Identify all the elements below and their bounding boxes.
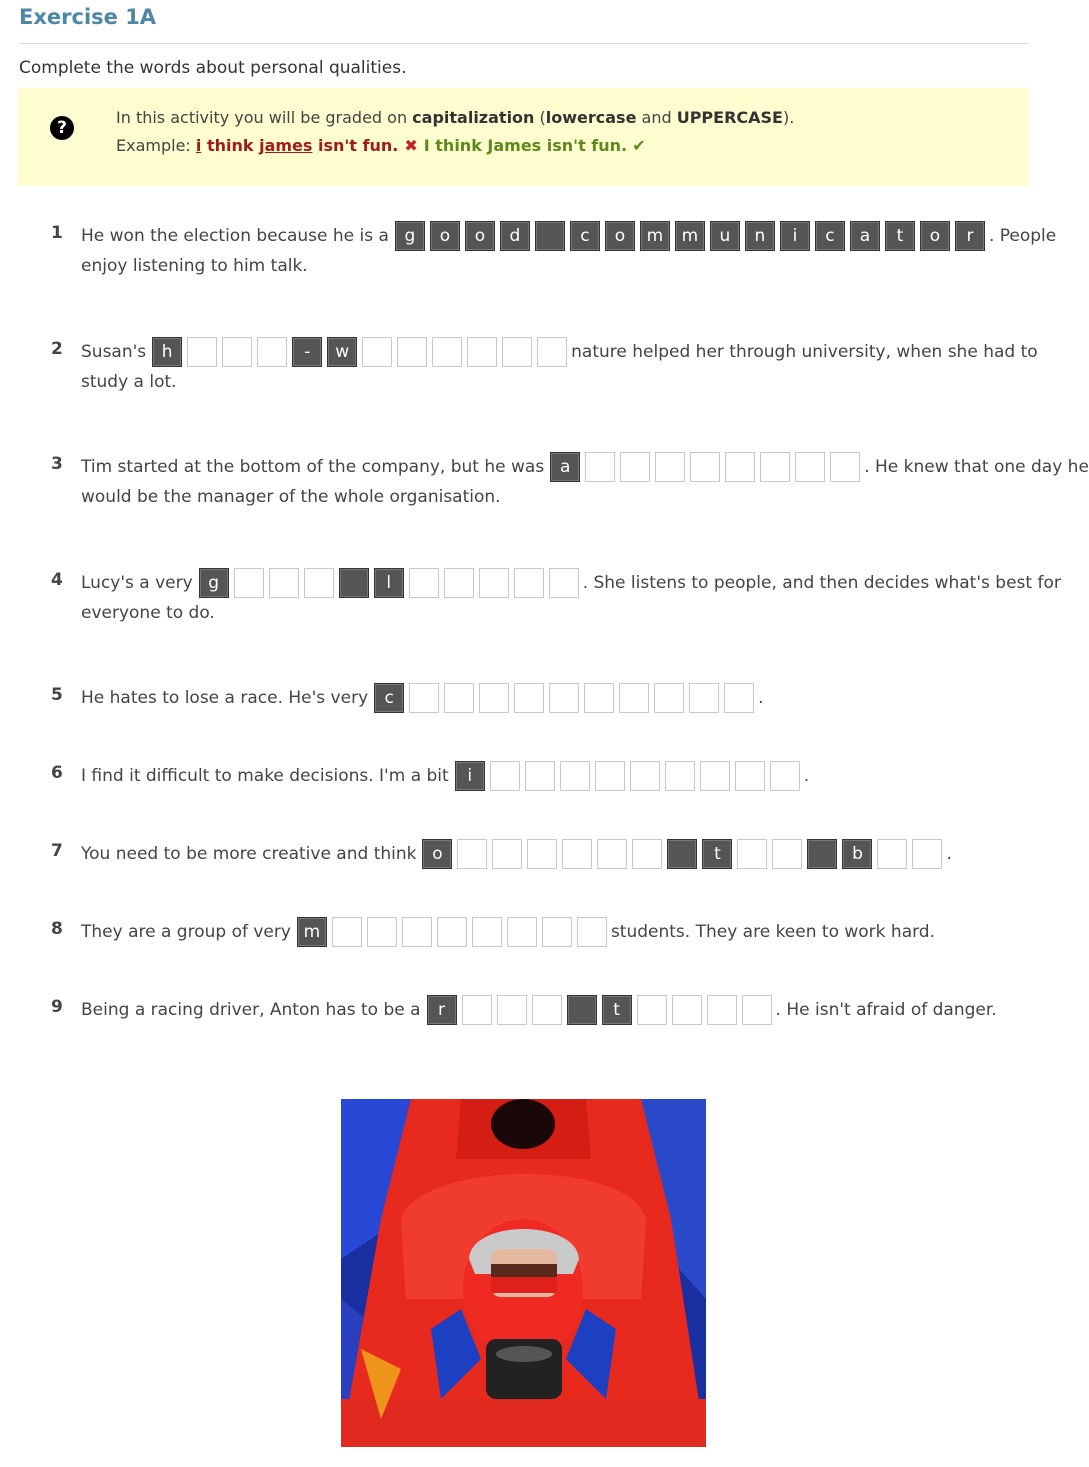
letter-box-empty[interactable]: [637, 995, 667, 1025]
instruction-text: Complete the words about personal qualities.: [19, 58, 407, 78]
letter-box-empty[interactable]: [514, 683, 544, 713]
letter-box-filled[interactable]: w: [327, 337, 357, 367]
letter-box-empty[interactable]: [472, 917, 502, 947]
letter-box-empty[interactable]: [595, 761, 625, 791]
letter-box-empty[interactable]: [912, 839, 942, 869]
letter-box-empty[interactable]: [437, 917, 467, 947]
letter-box-empty[interactable]: [479, 568, 509, 598]
letter-box-empty[interactable]: [367, 917, 397, 947]
racing-driver-illustration: [341, 1099, 706, 1447]
letter-box-empty[interactable]: [735, 761, 765, 791]
letter-box-filled[interactable]: m: [640, 221, 670, 251]
letter-box-filled[interactable]: o: [920, 221, 950, 251]
letter-box-empty[interactable]: [560, 761, 590, 791]
answer-letter-boxes: [550, 452, 860, 482]
letter-box-filled[interactable]: o: [430, 221, 460, 251]
letter-box-empty[interactable]: [724, 683, 754, 713]
letter-box-filled[interactable]: c: [374, 683, 404, 713]
letter-box-filled[interactable]: h: [152, 337, 182, 367]
question-line: [81, 452, 1089, 482]
letter-box-filled[interactable]: g: [199, 568, 229, 598]
letter-box-filled[interactable]: [535, 221, 565, 251]
letter-box-empty[interactable]: [772, 839, 802, 869]
answer-letter-boxes: [455, 761, 800, 791]
letter-box-empty[interactable]: [620, 452, 650, 482]
letter-box-empty[interactable]: [700, 761, 730, 791]
letter-box-empty[interactable]: [877, 839, 907, 869]
letter-box-empty[interactable]: [737, 839, 767, 869]
question-text-after: . He isn't afraid of danger.: [775, 1000, 997, 1020]
letter-box-empty[interactable]: [585, 452, 615, 482]
letter-box-empty[interactable]: [597, 839, 627, 869]
letter-box-filled[interactable]: r: [955, 221, 985, 251]
answer-letter-boxes: [374, 683, 754, 713]
letter-box-empty[interactable]: [234, 568, 264, 598]
right-example: I think James isn't fun.: [423, 136, 628, 155]
letter-box-filled[interactable]: a: [850, 221, 880, 251]
question-line: [81, 337, 1038, 367]
question-number: 3: [51, 454, 63, 474]
letter-box-empty[interactable]: [584, 683, 614, 713]
letter-box-empty[interactable]: [665, 761, 695, 791]
letter-box-filled[interactable]: [567, 995, 597, 1025]
x-mark-icon: ✖: [404, 136, 418, 155]
letter-box-empty[interactable]: [742, 995, 772, 1025]
letter-box-empty[interactable]: [502, 337, 532, 367]
answer-letter-boxes: [199, 568, 579, 598]
wrong-example: i think james isn't fun.: [195, 136, 399, 155]
letter-box-filled[interactable]: r: [427, 995, 457, 1025]
letter-box-filled[interactable]: c: [815, 221, 845, 251]
letter-box-empty[interactable]: [397, 337, 427, 367]
letter-box-empty[interactable]: [707, 995, 737, 1025]
question-line: [81, 917, 935, 947]
question-text-before: He hates to lose a race. He's very: [81, 688, 369, 708]
answer-letter-boxes: [152, 337, 567, 367]
letter-box-empty[interactable]: [222, 337, 252, 367]
question-text-before: He won the election because he is a: [81, 226, 389, 246]
question-line: [81, 683, 764, 713]
letter-box-empty[interactable]: [444, 683, 474, 713]
letter-box-empty[interactable]: [542, 917, 572, 947]
letter-box-filled[interactable]: d: [500, 221, 530, 251]
letter-box-empty[interactable]: [525, 761, 555, 791]
letter-box-empty[interactable]: [304, 568, 334, 598]
letter-box-filled[interactable]: [339, 568, 369, 598]
letter-box-empty[interactable]: [795, 452, 825, 482]
letter-box-filled[interactable]: i: [780, 221, 810, 251]
answer-letter-boxes: [427, 995, 772, 1025]
letter-box-filled[interactable]: t: [602, 995, 632, 1025]
letter-box-empty[interactable]: [654, 683, 684, 713]
letter-box-empty[interactable]: [269, 568, 299, 598]
question-text-after: nature helped her through university, when she had to: [571, 342, 1038, 362]
question-number: 4: [51, 570, 63, 590]
question-text-continued: enjoy listening to him talk.: [81, 256, 308, 276]
question-text-after: .: [803, 766, 810, 786]
letter-box-empty[interactable]: [457, 839, 487, 869]
question-text-before: Being a racing driver, Anton has to be a: [81, 1000, 421, 1020]
letter-box-filled[interactable]: u: [710, 221, 740, 251]
letter-box-filled[interactable]: o: [465, 221, 495, 251]
check-mark-icon: ✔: [632, 136, 646, 155]
letter-box-empty[interactable]: [760, 452, 790, 482]
racing-driver-photo: [341, 1099, 706, 1447]
question-text-after: . People: [988, 226, 1057, 246]
letter-box-empty[interactable]: [467, 337, 497, 367]
question-line: [81, 995, 997, 1025]
question-number: 9: [51, 997, 63, 1017]
question-text-before: Susan's: [81, 342, 147, 362]
question-text-continued: would be the manager of the whole organisation.: [81, 487, 501, 507]
question-text-continued: study a lot.: [81, 372, 177, 392]
question-number: 8: [51, 919, 63, 939]
notice-text: In this activity you will be graded on capitalization (lowercase and UPPERCASE).: [116, 108, 795, 127]
question-number: 5: [51, 685, 63, 705]
letter-box-empty[interactable]: [770, 761, 800, 791]
letter-box-empty[interactable]: [632, 839, 662, 869]
question-text-after: students. They are keen to work hard.: [610, 922, 935, 942]
letter-box-filled[interactable]: [807, 839, 837, 869]
question-text-before: Lucy's a very: [81, 573, 193, 593]
letter-box-filled[interactable]: g: [395, 221, 425, 251]
letter-box-filled[interactable]: l: [374, 568, 404, 598]
letter-box-empty[interactable]: [532, 995, 562, 1025]
letter-box-empty[interactable]: [332, 917, 362, 947]
letter-box-empty[interactable]: [409, 568, 439, 598]
letter-box-empty[interactable]: [257, 337, 287, 367]
letter-box-filled[interactable]: m: [675, 221, 705, 251]
title-divider: [19, 43, 1029, 44]
letter-box-empty[interactable]: [537, 337, 567, 367]
question-number: 6: [51, 763, 63, 783]
question-line: [81, 761, 809, 791]
letter-box-filled[interactable]: t: [702, 839, 732, 869]
letter-box-empty[interactable]: [655, 452, 685, 482]
letter-box-filled[interactable]: t: [885, 221, 915, 251]
question-number: 7: [51, 841, 63, 861]
letter-box-empty[interactable]: [619, 683, 649, 713]
letter-box-empty[interactable]: [462, 995, 492, 1025]
letter-box-filled[interactable]: m: [297, 917, 327, 947]
letter-box-empty[interactable]: [492, 839, 522, 869]
notice-example: Example: i think james isn't fun. ✖ I think James isn't fun. ✔: [116, 136, 646, 155]
letter-box-empty[interactable]: [562, 839, 592, 869]
letter-box-empty[interactable]: [577, 917, 607, 947]
letter-box-empty[interactable]: [630, 761, 660, 791]
question-text-after: .: [758, 688, 764, 708]
question-text-before: They are a group of very: [81, 922, 291, 942]
letter-box-empty[interactable]: [514, 568, 544, 598]
answer-letter-boxes: [422, 839, 942, 869]
question-text-before: Tim started at the bottom of the company, but he was: [81, 457, 545, 477]
question-text-continued: everyone to do.: [81, 603, 215, 623]
letter-box-empty[interactable]: [409, 683, 439, 713]
letter-box-empty[interactable]: [507, 917, 537, 947]
letter-box-empty[interactable]: [725, 452, 755, 482]
letter-box-empty[interactable]: [549, 683, 579, 713]
answer-letter-boxes: [395, 221, 985, 251]
question-number: 1: [51, 223, 63, 243]
letter-box-filled[interactable]: o: [422, 839, 452, 869]
letter-box-empty[interactable]: [362, 337, 392, 367]
letter-box-empty[interactable]: [690, 452, 720, 482]
letter-box-empty[interactable]: [689, 683, 719, 713]
letter-box-filled[interactable]: b: [842, 839, 872, 869]
letter-box-empty[interactable]: [187, 337, 217, 367]
question-text-after: . He knew that one day he: [864, 457, 1089, 477]
letter-box-empty[interactable]: [432, 337, 462, 367]
question-line: [81, 839, 952, 869]
question-number: 2: [51, 339, 63, 359]
letter-box-empty[interactable]: [672, 995, 702, 1025]
letter-box-empty[interactable]: [490, 761, 520, 791]
letter-box-empty[interactable]: [444, 568, 474, 598]
letter-box-filled[interactable]: i: [455, 761, 485, 791]
letter-box-filled[interactable]: [667, 839, 697, 869]
question-text-after: . She listens to people, and then decides what's best for: [582, 573, 1061, 593]
letter-box-filled[interactable]: o: [605, 221, 635, 251]
letter-box-filled[interactable]: n: [745, 221, 775, 251]
letter-box-filled[interactable]: c: [570, 221, 600, 251]
letter-box-empty[interactable]: [479, 683, 509, 713]
question-circle-icon[interactable]: ?: [50, 116, 74, 140]
question-text-after: .: [946, 844, 952, 864]
question-line: [81, 221, 1056, 251]
letter-box-filled[interactable]: -: [292, 337, 322, 367]
letter-box-empty[interactable]: [830, 452, 860, 482]
letter-box-empty[interactable]: [402, 917, 432, 947]
answer-letter-boxes: [297, 917, 607, 947]
question-text-before: You need to be more creative and think: [81, 844, 417, 864]
letter-box-filled[interactable]: a: [550, 452, 580, 482]
letter-box-empty[interactable]: [527, 839, 557, 869]
letter-box-empty[interactable]: [549, 568, 579, 598]
question-line: [81, 568, 1061, 598]
question-text-before: I find it difficult to make decisions. I'm a bit: [81, 766, 449, 786]
page-title: Exercise 1A: [19, 5, 157, 29]
letter-box-empty[interactable]: [497, 995, 527, 1025]
